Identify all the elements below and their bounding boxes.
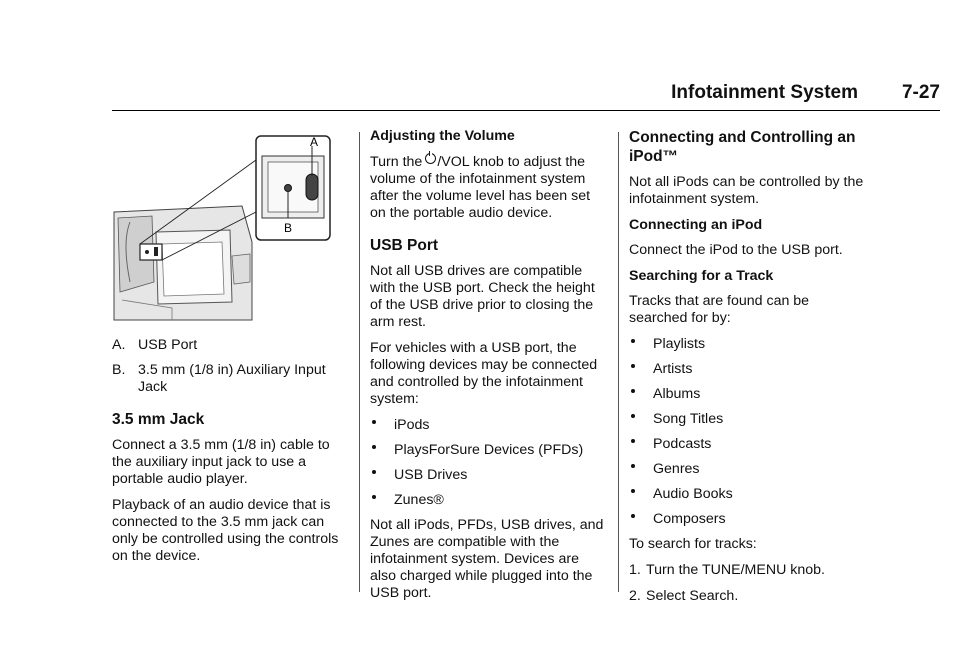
bullet-icon [370,492,394,509]
section-title-ipod: Connecting and Controlling an iPod™ [629,129,856,165]
bullet-icon [629,386,653,403]
paragraph: Tracks that are found can be searched for by: [629,293,810,326]
paragraph: Playback of an audio device that is connected to the 3.5 mm jack can only be controlled using the controls on the device. [112,497,339,564]
paragraph: Not all USB drives are compatible with the USB port. Check the height of the USB drive prior to closing the arm rest. [370,263,595,330]
paragraph: Connect the iPod to the USB port. [629,242,843,258]
page-number: 7-27 [901,82,940,103]
column-middle [370,128,608,611]
bullet-icon [629,361,653,378]
paragraph: For vehicles with a USB port, the following devices may be connected and controlled by the infotainment system: [370,340,598,407]
column-divider [618,132,619,592]
header-title: Infotainment System [671,82,858,103]
bullet-icon [370,442,394,459]
bullet-icon [629,486,653,503]
list-item: Audio Books [629,486,869,503]
list-item: iPods [370,417,608,434]
column-left [112,128,352,574]
bullet-icon [629,436,653,453]
subheading-connecting-ipod: Connecting an iPod [629,217,763,233]
figure-label-b: B [284,221,293,235]
step-item: 2. Select Search. [629,588,739,604]
bullet-icon [629,336,653,353]
bullet-icon [370,467,394,484]
subheading-adjust-volume: Adjusting the Volume [370,128,515,144]
list-item: PlaysForSure Devices (PFDs) [370,442,608,459]
bullet-icon [370,417,394,434]
header-rule [112,110,940,111]
figure-label-a: A [310,135,319,149]
column-right [629,128,869,614]
list-item: Artists [629,361,869,378]
paragraph: Not all iPods can be controlled by the infotainment system. [629,174,864,207]
page-header [0,80,960,110]
usb-aux-figure [112,132,332,322]
bullet-icon [629,461,653,478]
power-icon [425,153,436,164]
subheading-searching-track: Searching for a Track [629,268,774,284]
list-item: Genres [629,461,869,478]
paragraph: Not all iPods, PFDs, USB drives, and Zunes are compatible with the infotainment system. Devices are also charged while plugged into the USB port. [370,517,604,601]
list-item: Albums [629,386,869,403]
list-item: Podcasts [629,436,869,453]
list-item: Playlists [629,336,869,353]
section-title-usb-port: USB Port [370,237,439,254]
bullet-icon [629,511,653,528]
section-title-aux-jack: 3.5 mm Jack [112,411,205,428]
step-item: 1. Turn the TUNE/MENU knob. [629,562,825,578]
list-item: Composers [629,511,869,528]
caption-a: A. USB Port [112,337,198,353]
list-item: Song Titles [629,411,869,428]
bullet-icon [629,411,653,428]
paragraph: Connect a 3.5 mm (1/8 in) cable to the auxiliary input jack to use a portable audio player. [112,437,330,487]
paragraph-volume: Turn the /VOL knob to adjust the volume of the infotainment system after the volume level has been set on the portable audio device. [370,154,591,221]
list-item: USB Drives [370,467,608,484]
paragraph: To search for tracks: [629,536,757,552]
caption-b: B. 3.5 mm (1/8 in) Auxiliary Input Jack [112,362,326,395]
column-divider [359,132,360,592]
list-item: Zunes® [370,492,608,509]
